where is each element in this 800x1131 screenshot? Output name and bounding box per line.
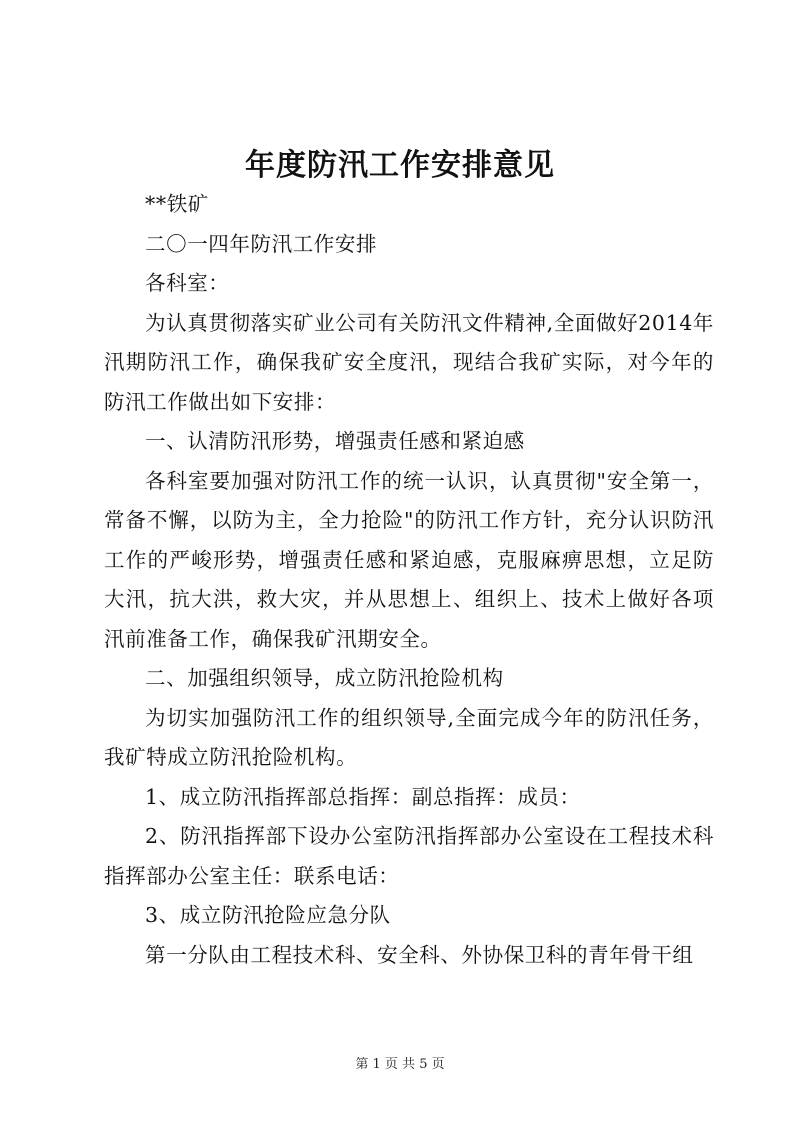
list-item-2: 2、防汛指挥部下设办公室防汛指挥部办公室设在工程技术科指挥部办公室主任：联系电话：: [104, 824, 714, 888]
paragraph-salutation: 各科室：: [145, 271, 230, 295]
paragraph-intro: 为认真贯彻落实矿业公司有关防汛文件精神,全面做好2014年汛期防汛工作，确保我矿安全度汛，现结合我矿实际，对今年的防汛工作做出如下安排：: [104, 310, 714, 414]
section-heading-1: 一、认清防汛形势，增强责任感和紧迫感: [145, 429, 525, 453]
paragraph-section-1: 各科室要加强对防汛工作的统一认识，认真贯彻"安全第一，常备不懈，以防为主，全力抢险"的防汛工作方针，充分认识防汛工作的严峻形势，增强责任感和紧迫感，克服麻痹思想，立足防大汛，抗大洪，救大灾，并从思想上、组织上、技术上做好各项汛前准备工作，确保我矿汛期安全。: [104, 468, 714, 651]
page-footer: 第 1 页 共 5 页: [355, 1057, 445, 1072]
paragraph-org: **铁矿: [145, 192, 209, 216]
list-item-1: 1、成立防汛指挥部总指挥：副总指挥：成员：: [145, 784, 581, 809]
paragraph-team-1: 第一分队由工程技术科、安全科、外协保卫科的青年骨干组: [145, 942, 694, 967]
paragraph-subtitle: 二〇一四年防汛工作安排: [145, 231, 378, 256]
list-item-3: 3、成立防汛抢险应急分队: [145, 903, 391, 927]
document-title: 年度防汛工作安排意见: [245, 148, 555, 183]
section-heading-2: 二、加强组织领导，成立防汛抢险机构: [145, 666, 504, 690]
paragraph-section-2: 为切实加强防汛工作的组织领导,全面完成今年的防汛任务，我矿特成立防汛抢险机构。: [104, 705, 714, 769]
document-body: [104, 185, 714, 975]
